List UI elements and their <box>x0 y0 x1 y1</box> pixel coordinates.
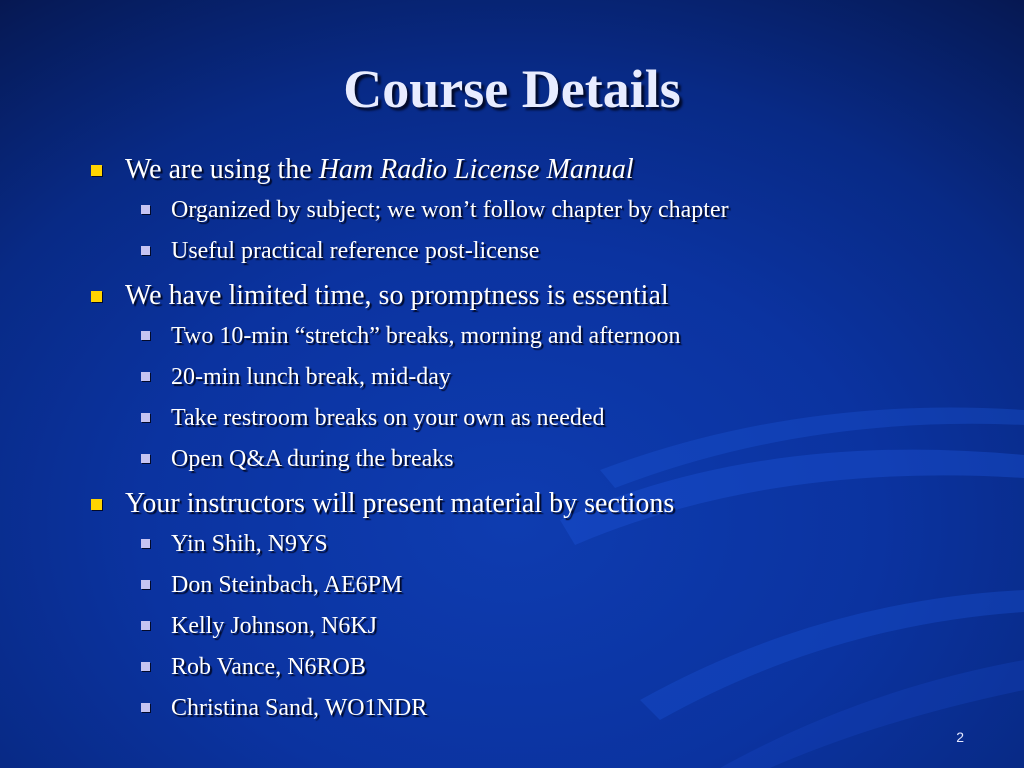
sub-bullet-item <box>88 398 988 439</box>
sub-bullet-text: Open Q&A during the breaks <box>171 446 454 472</box>
sub-bullet-item <box>88 231 988 272</box>
square-bullet-icon <box>91 291 102 302</box>
sub-bullet-text: Yin Shih, N9YS <box>171 531 328 557</box>
book-title: Ham Radio License Manual <box>318 154 634 185</box>
sub-bullet-text: Organized by subject; we won’t follow chapter by chapter <box>171 197 729 223</box>
bullet-list <box>88 150 988 729</box>
sub-bullet-text: Take restroom breaks on your own as needed <box>171 405 605 431</box>
page-number: 2 <box>956 729 964 745</box>
sub-bullet-text: Kelly Johnson, N6KJ <box>171 613 378 639</box>
square-bullet-icon <box>141 580 150 589</box>
bullet-text: Your instructors will present material by sections <box>125 488 675 519</box>
sub-bullet-item <box>88 565 988 606</box>
sub-bullet-item <box>88 357 988 398</box>
sub-bullet-item <box>88 647 988 688</box>
square-bullet-icon <box>91 499 102 510</box>
sub-bullet-item <box>88 524 988 565</box>
sub-bullet-item <box>88 190 988 231</box>
sub-bullet-text: Rob Vance, N6ROB <box>171 654 366 680</box>
square-bullet-icon <box>141 539 150 548</box>
square-bullet-icon <box>141 331 150 340</box>
square-bullet-icon <box>141 246 150 255</box>
square-bullet-icon <box>141 454 150 463</box>
square-bullet-icon <box>141 205 150 214</box>
square-bullet-icon <box>141 621 150 630</box>
sub-bullet-item <box>88 606 988 647</box>
sub-bullet-item <box>88 316 988 357</box>
sub-bullet-text: Don Steinbach, AE6PM <box>171 572 403 598</box>
bullet-text: We have limited time, so promptness is essential <box>125 280 669 311</box>
square-bullet-icon <box>141 703 150 712</box>
sub-bullet-text: 20-min lunch break, mid-day <box>171 364 451 390</box>
sub-bullet-item <box>88 439 988 480</box>
square-bullet-icon <box>141 413 150 422</box>
slide-title: Course Details <box>343 59 681 119</box>
square-bullet-icon <box>141 662 150 671</box>
sub-bullet-item <box>88 688 988 729</box>
bullet-item <box>88 484 988 524</box>
bullet-item <box>88 276 988 316</box>
bullet-text: We are using the <box>125 154 319 185</box>
sub-bullet-text: Useful practical reference post-license <box>171 238 540 264</box>
square-bullet-icon <box>141 372 150 381</box>
sub-bullet-text: Two 10-min “stretch” breaks, morning and afternoon <box>171 323 681 349</box>
sub-bullet-text: Christina Sand, WO1NDR <box>171 695 428 721</box>
bullet-item <box>88 150 988 190</box>
square-bullet-icon <box>91 165 102 176</box>
